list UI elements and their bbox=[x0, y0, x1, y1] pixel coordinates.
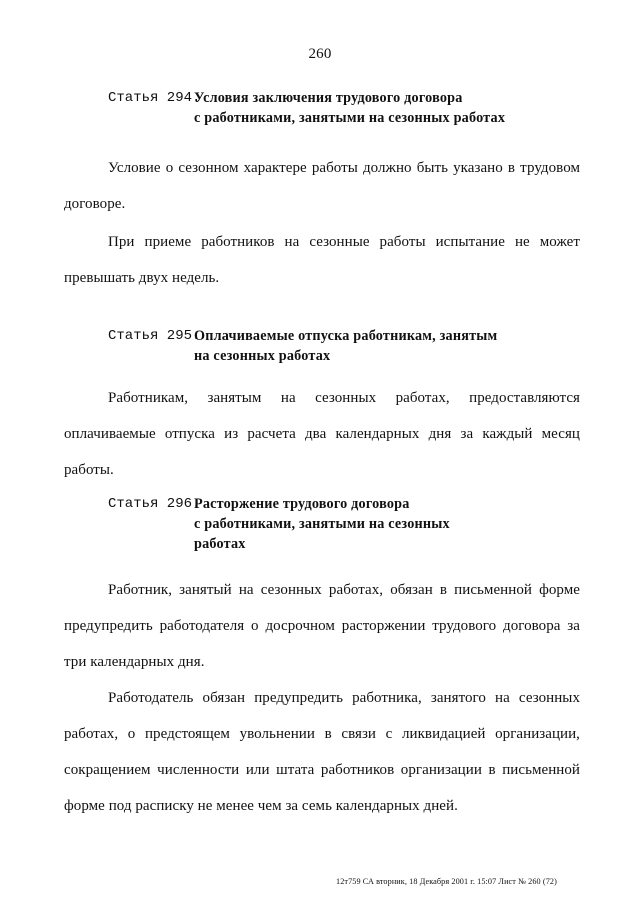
article-294-label: Статья 294. bbox=[108, 90, 201, 106]
article-294-paragraph-1: Условие о сезонном характере работы должно быть указано в трудовом договоре. bbox=[64, 160, 580, 212]
article-294-title-line-1: Условия заключения трудового договора bbox=[194, 90, 463, 106]
article-295-paragraph-1: Работникам, занятым на сезонных работах, предоставляются оплачиваемые отпуска из расчета два календарных дня за каждый месяц работы. bbox=[64, 390, 580, 478]
article-296-paragraph-1: Работник, занятый на сезонных работах, обязан в письменной форме предупредить работодателя о досрочном расторжении трудового договора за три календарных дня. bbox=[64, 582, 580, 670]
article-296-title-line-1: Расторжение трудового договора bbox=[194, 496, 410, 512]
article-295-title bbox=[194, 326, 497, 366]
print-footer: 12т759 СА вторник, 18 Декабря 2001 г. 15:07 Лист № 260 (72) bbox=[336, 877, 557, 886]
article-296-paragraph-2: Работодатель обязан предупредить работника, занятого на сезонных работах, о предстоящем увольнении в связи с ликвидацией организации, сокращением численности или штата работников организации в письменной форме под расписку не менее чем за семь календарных дней. bbox=[64, 690, 580, 814]
article-296-title-line-3: работах bbox=[194, 536, 246, 552]
article-296-label: Статья 296. bbox=[108, 496, 201, 512]
article-294-title bbox=[194, 88, 505, 128]
article-295-label: Статья 295. bbox=[108, 328, 201, 344]
article-294-paragraph-2: При приеме работников на сезонные работы испытание не может превышать двух недель. bbox=[64, 234, 580, 286]
page-number: 260 bbox=[308, 46, 332, 62]
article-296-title bbox=[194, 494, 450, 554]
article-295-title-line-2: на сезонных работах bbox=[194, 348, 331, 364]
article-295-title-line-1: Оплачиваемые отпуска работникам, занятым bbox=[194, 328, 498, 344]
article-296-title-line-2: с работниками, занятыми на сезонных bbox=[194, 516, 450, 532]
article-294-title-line-2: с работниками, занятыми на сезонных работах bbox=[194, 110, 506, 126]
